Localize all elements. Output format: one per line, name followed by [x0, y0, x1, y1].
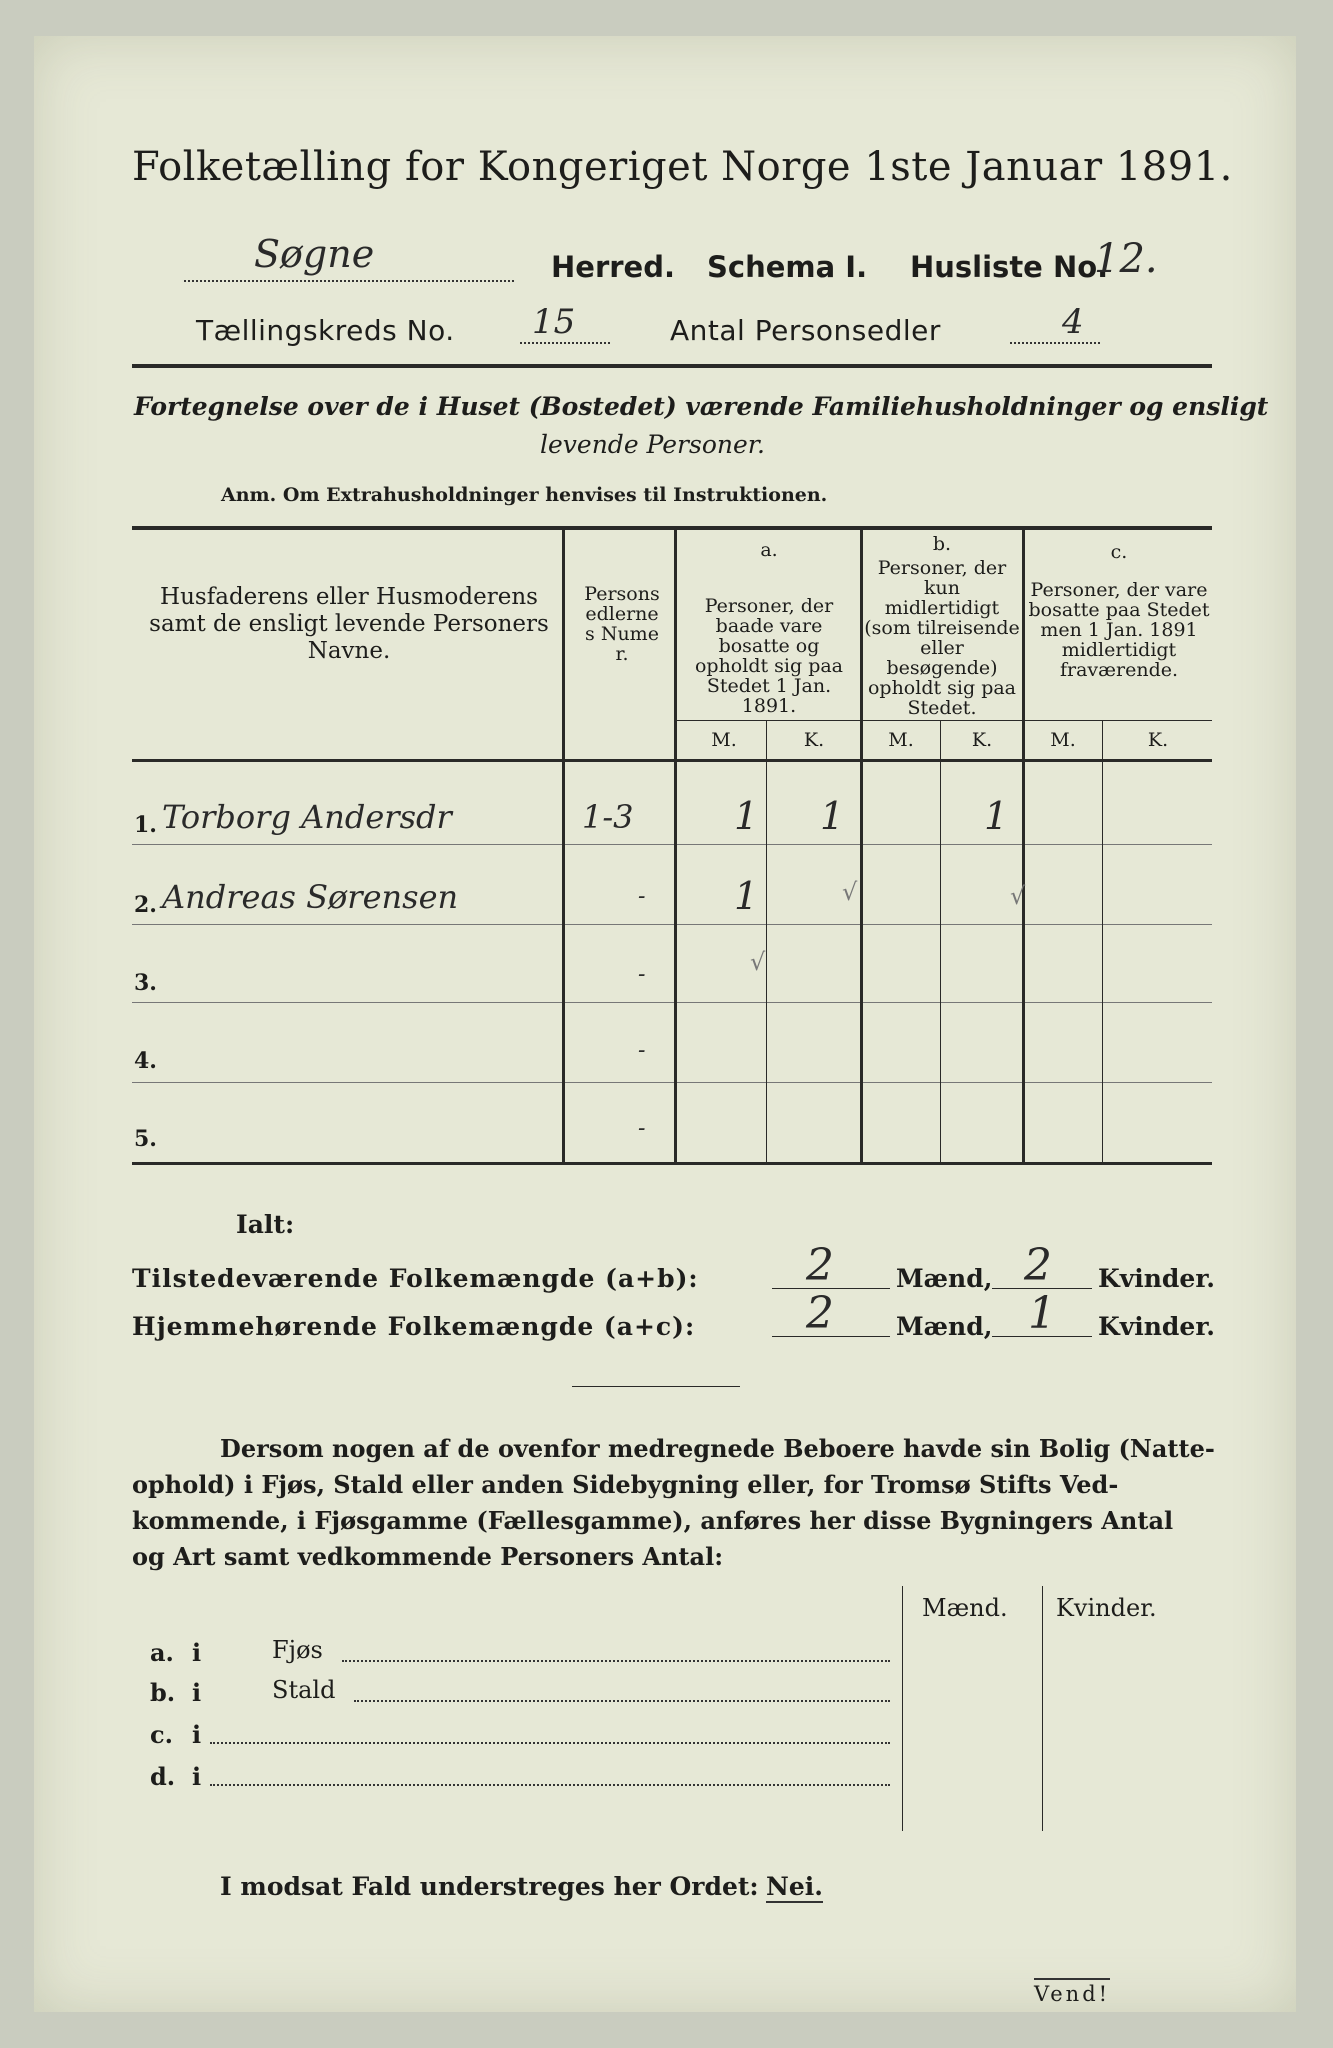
buildings-maend-header: Mænd. — [922, 1594, 1008, 1622]
building-d-dots — [210, 1770, 890, 1786]
col-b-letter: b. — [932, 533, 952, 555]
building-a-name: Fjøs — [272, 1636, 323, 1664]
husliste-value: 12. — [1094, 236, 1158, 282]
building-d-i: i — [192, 1762, 202, 1791]
tilstede-label: Tilstedeværende Folkemængde (a+b): — [132, 1264, 699, 1293]
tilstede-k-value: 2 — [1024, 1240, 1052, 1291]
row-3-a-m: √ — [750, 948, 766, 976]
row-5-num: - — [638, 1116, 646, 1141]
col-divider-bm — [940, 720, 941, 1162]
subtitle-line1: Fortegnelse over de i Huset (Bostedet) værende Familiehusholdninger og ensligt — [134, 392, 1269, 421]
col-divider-num — [674, 526, 677, 1162]
row-3-number: 3. — [134, 970, 157, 996]
row-1-name: Torborg Andersdr — [162, 798, 452, 836]
c-k-label: K. — [1147, 729, 1169, 751]
table-top-border — [132, 526, 1212, 530]
building-c-letter: c. — [150, 1720, 173, 1749]
buildings-kvinder-header: Kvinder. — [1056, 1594, 1157, 1622]
building-b-i: i — [192, 1678, 202, 1707]
col-c-header: Personer, der vare bosatte paa Stedet men 1 Jan. 1891 midlertidigt fraværende. — [1028, 579, 1210, 681]
census-form-page — [34, 36, 1296, 2012]
row-2-a-m: 1 — [734, 874, 759, 918]
hjemme-k-value: 1 — [1028, 1288, 1056, 1339]
building-b-dots — [354, 1686, 890, 1702]
antal-value: 4 — [1062, 302, 1084, 342]
a-k-label: K. — [803, 729, 825, 751]
mk-header-line — [674, 720, 1212, 721]
paragraph-line2: ophold) i Fjøs, Stald eller anden Sidebygning eller, for Tromsø Stifts Ved- — [132, 1470, 1119, 1499]
col-divider-am — [766, 720, 767, 1162]
building-a-dots — [342, 1646, 890, 1662]
herred-label: Herred. — [551, 250, 675, 284]
row-1-number: 1. — [134, 812, 157, 838]
hjemme-m-value: 2 — [806, 1288, 834, 1339]
building-d-letter: d. — [150, 1762, 176, 1791]
buildings-divider-2 — [1042, 1586, 1043, 1831]
building-b-name: Stald — [272, 1676, 336, 1704]
paragraph-line1: Dersom nogen af de ovenfor medregnede Beboere havde sin Bolig (Natte- — [220, 1434, 1215, 1463]
kreds-value: 15 — [532, 302, 576, 342]
table-header-bottom — [132, 759, 1212, 762]
b-m-label: M. — [888, 729, 914, 751]
antal-field — [1010, 312, 1100, 344]
paragraph-line4: og Art samt vedkommende Personers Antal: — [132, 1542, 724, 1571]
row-4-num: - — [638, 1038, 646, 1063]
col-b-header: Personer, der kun midlertidigt (som tilreisende eller besøgende) opholdt sig paa Stedet. — [864, 557, 1020, 719]
ialt-label: Ialt: — [236, 1210, 295, 1239]
tilstede-kvinder: Kvinder. — [1098, 1264, 1215, 1293]
vend-label: Vend! — [1034, 1978, 1110, 2006]
col-c-letter: c. — [1110, 541, 1128, 563]
col-divider-cm — [1102, 720, 1103, 1162]
row-5-number: 5. — [134, 1126, 157, 1152]
a-m-label: M. — [711, 729, 737, 751]
row-1-num: 1-3 — [582, 798, 634, 836]
c-m-label: M. — [1050, 729, 1076, 751]
col-num-header: Personsedlernes Numer. — [584, 583, 660, 665]
row-line-1 — [132, 844, 1212, 845]
form-title: Folketælling for Kongeriget Norge 1ste Januar 1891. — [132, 144, 1233, 190]
row-2-num: - — [638, 884, 646, 909]
footer-text: I modsat Fald understreges her Ordet: — [220, 1872, 759, 1901]
row-2-b-k: √ — [1010, 882, 1026, 910]
row-4-number: 4. — [134, 1048, 157, 1074]
row-1-b-k: 1 — [984, 794, 1009, 838]
building-c-dots — [210, 1728, 890, 1744]
building-a-i: i — [192, 1638, 202, 1667]
col-name-header: Husfaderens eller Husmoderens samt de ensligt levende Personers Navne. — [149, 584, 549, 664]
col-divider-a — [860, 526, 863, 1162]
building-a-letter: a. — [150, 1638, 174, 1667]
note: Anm. Om Extrahusholdninger henvises til Instruktionen. — [221, 484, 828, 506]
header-divider — [132, 364, 1212, 368]
b-k-label: K. — [971, 729, 993, 751]
tilstede-maend: Mænd, — [896, 1264, 993, 1293]
col-a-letter: a. — [760, 539, 778, 561]
row-line-3 — [132, 1002, 1212, 1003]
husliste-label: Husliste No. — [910, 250, 1109, 284]
hjemme-label: Hjemmehørende Folkemængde (a+c): — [132, 1312, 696, 1341]
col-divider-name — [562, 526, 565, 1162]
col-a-header: Personer, der baade vare bosatte og opholdt sig paa Stedet 1 Jan. 1891. — [694, 595, 844, 717]
buildings-divider-1 — [902, 1586, 903, 1831]
row-2-name: Andreas Sørensen — [162, 878, 459, 916]
row-1-a-k: 1 — [820, 794, 845, 838]
building-b-letter: b. — [150, 1678, 176, 1707]
col-divider-b — [1022, 526, 1025, 1162]
paragraph-line3: kommende, i Fjøsgamme (Fællesgamme), anføres her disse Bygningers Antal — [132, 1506, 1174, 1535]
row-2-number: 2. — [134, 892, 157, 918]
footer-word: Nei. — [766, 1872, 823, 1901]
building-c-i: i — [192, 1720, 202, 1749]
row-2-a-k: √ — [842, 878, 858, 906]
tilstede-m-value: 2 — [806, 1240, 834, 1291]
row-line-2 — [132, 924, 1212, 925]
row-3-num: - — [638, 962, 646, 987]
row-1-a-m: 1 — [734, 794, 759, 838]
kreds-label: Tællingskreds No. — [196, 314, 455, 347]
schema-label: Schema I. — [707, 250, 868, 284]
herred-value: Søgne — [254, 232, 375, 276]
section-divider — [572, 1386, 740, 1387]
subtitle-line2: levende Personer. — [540, 430, 765, 459]
row-line-4 — [132, 1082, 1212, 1083]
hjemme-maend: Mænd, — [896, 1312, 993, 1341]
table-bottom-border — [132, 1162, 1212, 1165]
antal-label: Antal Personsedler — [670, 314, 941, 347]
hjemme-kvinder: Kvinder. — [1098, 1312, 1215, 1341]
